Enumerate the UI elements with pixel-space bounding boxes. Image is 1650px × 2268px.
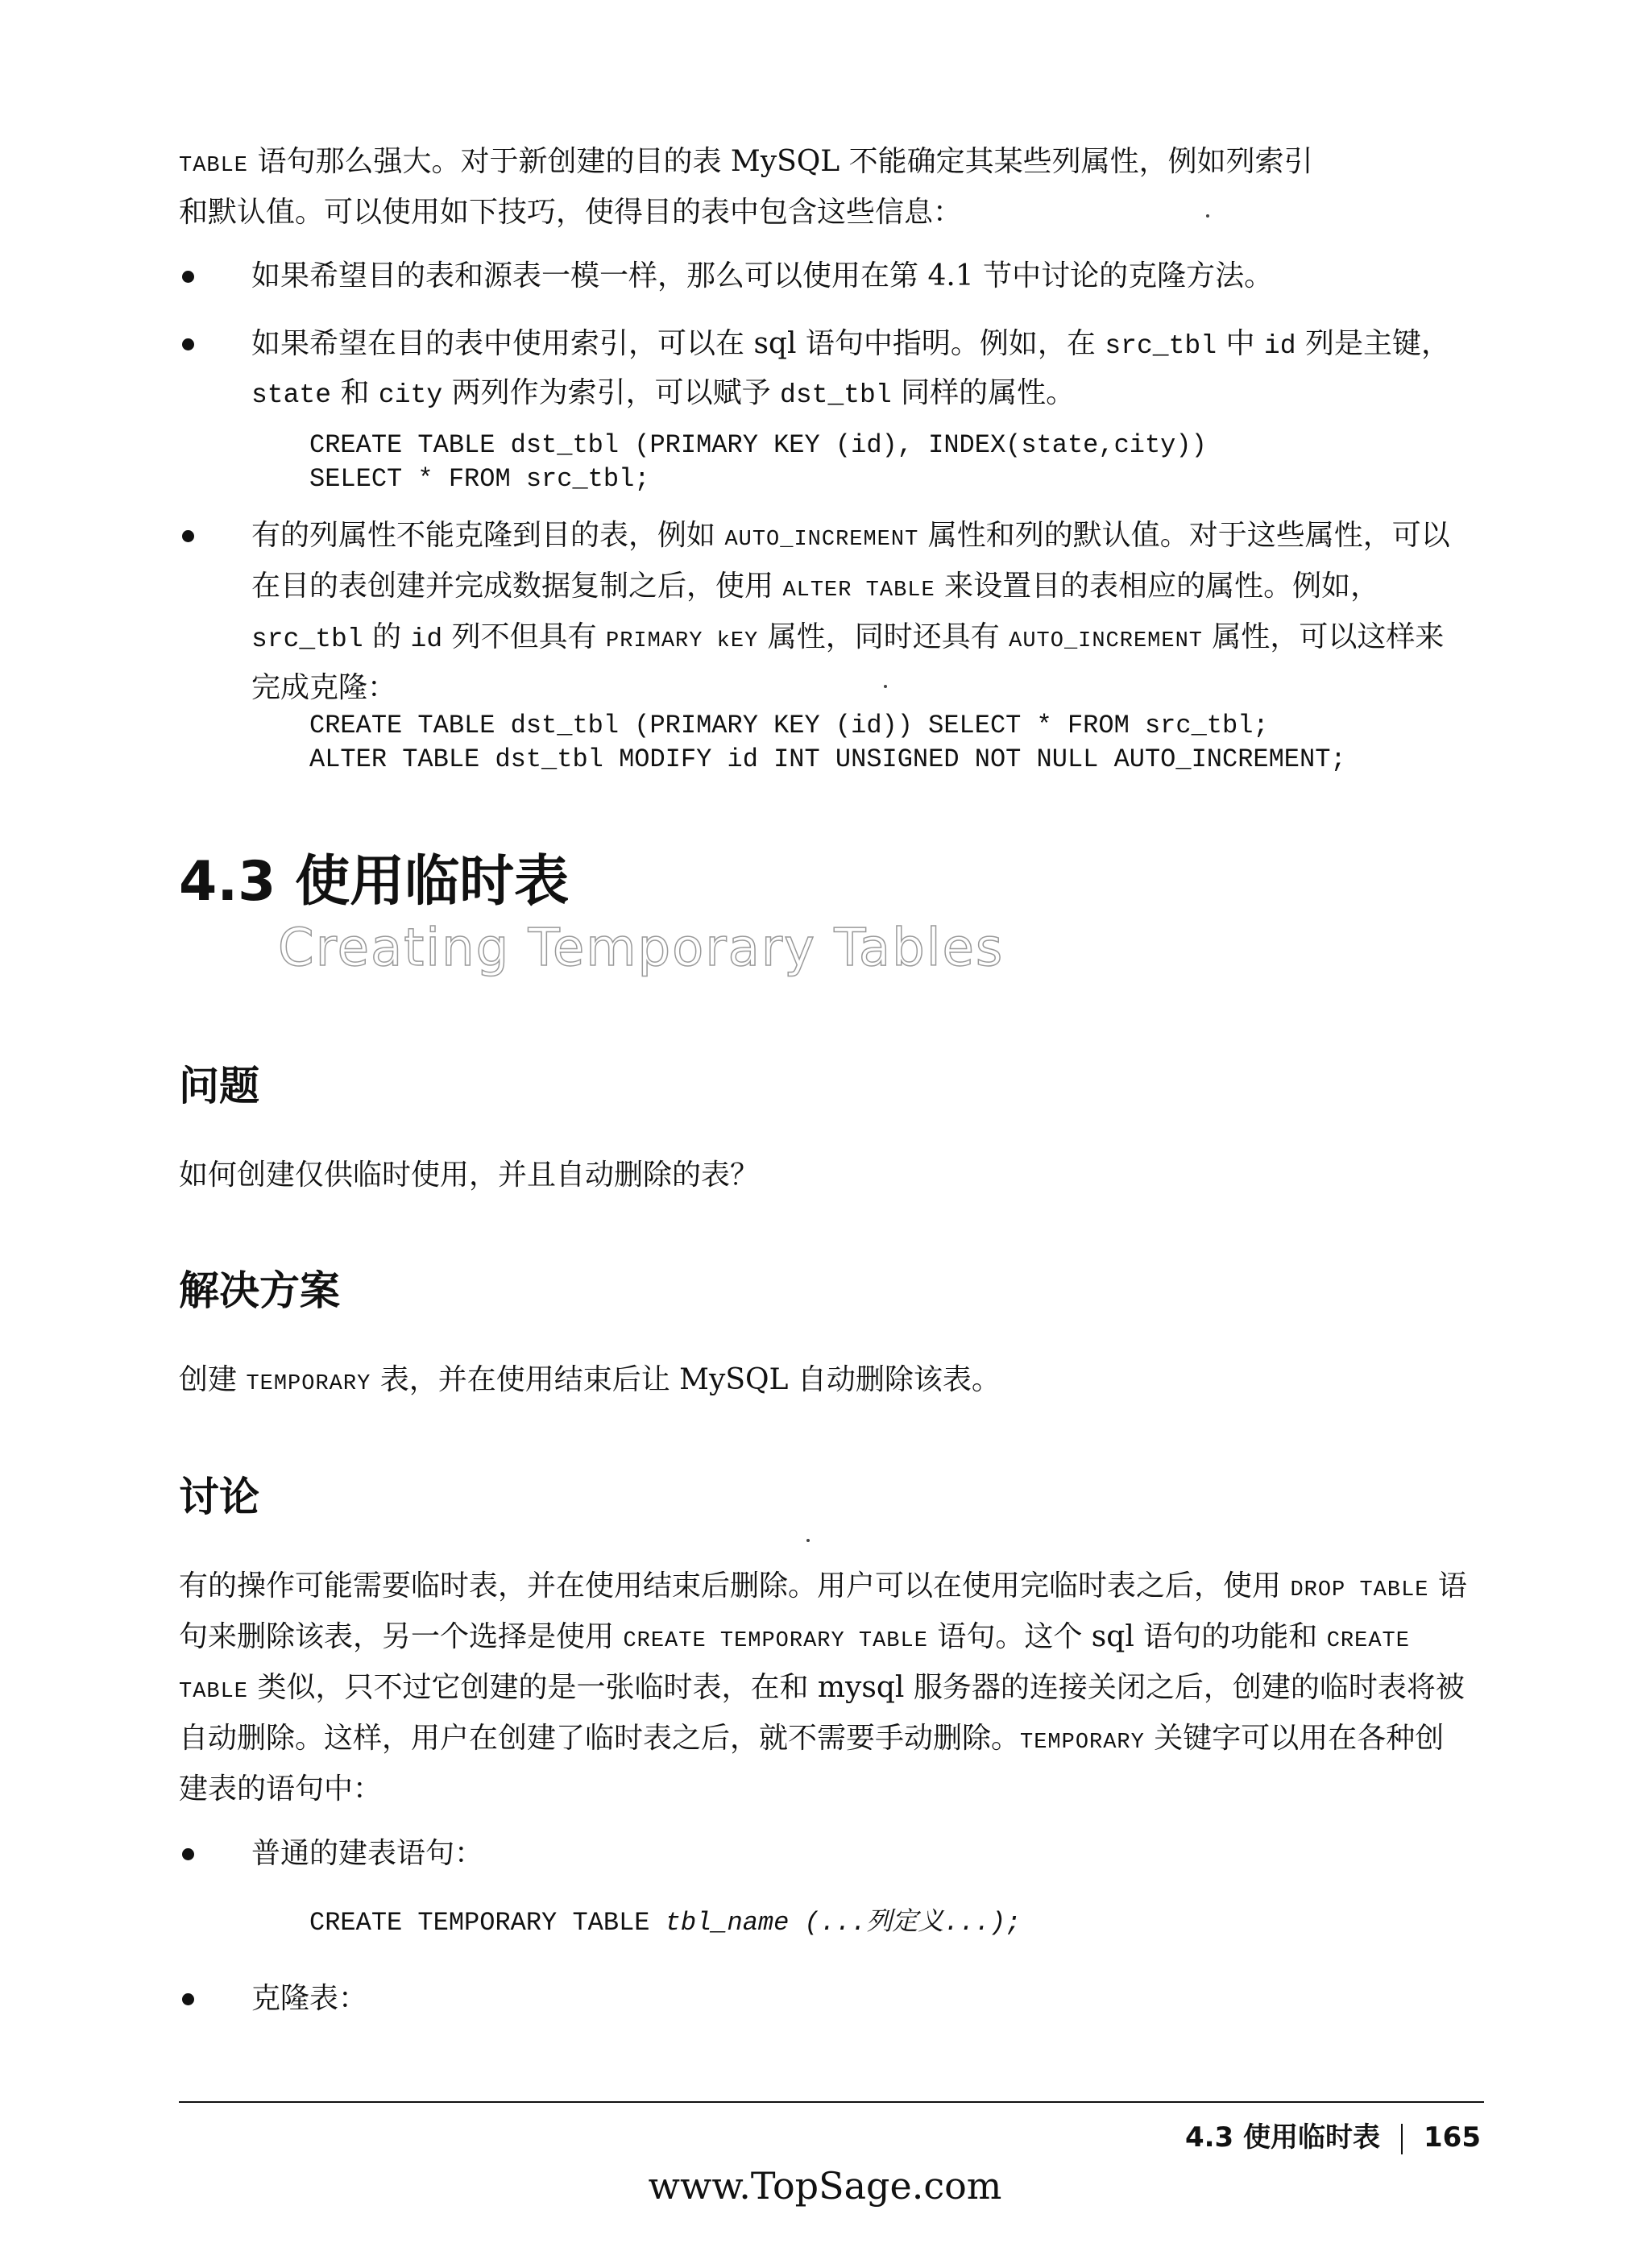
footer-divider: [1401, 2124, 1403, 2154]
bullet-text: 有的列属性不能克隆到目的表，例如 AUTO_INCREMENT 属性和列的默认值。对于这些属性，可以在目的表创建并完成数据复制之后，使用 ALTER TABLE 来设置目的表相应的属性。例如，src_tbl 的 id 列不但具有 PRIMARY kEY 属性，同时还具有 AUTO_INCREMENT 属性，可以这样来完成克隆：: [251, 519, 1450, 704]
section-title: 4.3 使用临时表: [179, 850, 570, 914]
intro-line-1: 语句那么强大。对于新创建的目的表 MySQL 不能确定其某些列属性，例如列索引: [248, 145, 1313, 178]
section-english-title: Creating Temporary Tables: [278, 918, 1005, 978]
code-block-index: CREATE TABLE dst_tbl (PRIMARY KEY (id), INDEX(state,city)) SELECT * FROM src_tbl;: [309, 430, 1207, 494]
bullet-text: 如果希望目的表和源表一模一样，那么可以使用在第 4.1 节中讨论的克隆方法。: [251, 259, 1274, 292]
scan-speck: [1206, 214, 1209, 218]
page-number: 165: [1424, 2121, 1481, 2154]
keyword-alter-table: ALTER TABLE: [782, 578, 935, 603]
footer-section-title: 4.3 使用临时表: [1184, 2121, 1381, 2154]
discussion-text: 有的操作可能需要临时表，并在使用结束后删除。用户可以在使用完临时表之后，使用 DROP TABLE 语句来删除该表，另一个选择是使用 CREATE TEMPORARY TABLE 语句。这个 sql 语句的功能和 CREATE TABLE 类似，只不过它创建的是一张临时表，在和 mysql 服务器的连接关闭之后，创建的临时表将被自动删除。这样，用户在创建了临时表之后，就不需要手动删除。TEMPORARY 关键字可以用在各种创建表的语句中：: [179, 1569, 1467, 1806]
keyword-drop-table: DROP TABLE: [1290, 1578, 1429, 1603]
code-id: id: [410, 624, 443, 654]
code-block-temporary: CREATE TEMPORARY TABLE tbl_name (...列定义...);: [309, 1908, 1022, 1938]
discussion-heading: 讨论: [179, 1474, 259, 1520]
solution-text: 创建 TEMPORARY 表，并在使用结束后让 MySQL 自动删除该表。: [179, 1363, 1001, 1396]
keyword-auto-increment: AUTO_INCREMENT: [724, 528, 919, 552]
code-state: state: [251, 380, 332, 410]
keyword-create-table: CREATE TABLE: [179, 1629, 1410, 1704]
scan-speck: [884, 685, 887, 688]
keyword-table: TABLE: [179, 154, 249, 178]
problem-heading: 问题: [179, 1063, 259, 1109]
bullet-dot: [182, 1993, 194, 2005]
code-id: id: [1263, 331, 1296, 361]
page-footer: [1185, 2115, 1481, 2154]
watermark-url: www.TopSage.com: [648, 2164, 1002, 2208]
bullet-dot: [182, 1848, 194, 1860]
footer-rule: [179, 2101, 1484, 2103]
code-italic-placeholder: tbl_name (...列定义...);: [665, 1908, 1022, 1938]
scan-speck: [806, 1539, 810, 1542]
bullet-text: 克隆表：: [251, 1982, 368, 2015]
code-src-tbl: src_tbl: [1105, 331, 1217, 361]
keyword-primary-key: PRIMARY kEY: [606, 629, 759, 653]
intro-paragraph: [179, 139, 1460, 236]
keyword-temporary: TEMPORARY: [1020, 1731, 1145, 1755]
problem-text: 如何创建仅供临时使用，并且自动删除的表？: [179, 1159, 760, 1192]
bullet-text: 如果希望在目的表中使用索引，可以在 sql 语句中指明。例如，在 src_tbl 中 id 列是主键，state 和 city 两列作为索引，可以赋予 dst_tbl 同样的属性。: [251, 327, 1450, 410]
code-dst-tbl: dst_tbl: [780, 380, 892, 410]
keyword-temporary: TEMPORARY: [246, 1372, 371, 1396]
intro-line-2: 和默认值。可以使用如下技巧，使得目的表中包含这些信息：: [179, 196, 963, 229]
code-src-tbl: src_tbl: [251, 624, 363, 654]
bullet-text: 普通的建表语句：: [251, 1837, 484, 1870]
keyword-create-temporary-table: CREATE TEMPORARY TABLE: [623, 1629, 928, 1653]
bullet-dot: [182, 530, 194, 542]
code-block-alter: CREATE TABLE dst_tbl (PRIMARY KEY (id)) SELECT * FROM src_tbl; ALTER TABLE dst_tbl MODIFY id INT UNSIGNED NOT NULL AUTO_INCREMENT;: [309, 711, 1346, 774]
solution-heading: 解决方案: [179, 1267, 340, 1314]
code-city: city: [378, 380, 443, 410]
keyword-auto-increment: AUTO_INCREMENT: [1009, 629, 1203, 653]
bullet-dot: [182, 271, 194, 283]
bullet-dot: [182, 338, 194, 350]
